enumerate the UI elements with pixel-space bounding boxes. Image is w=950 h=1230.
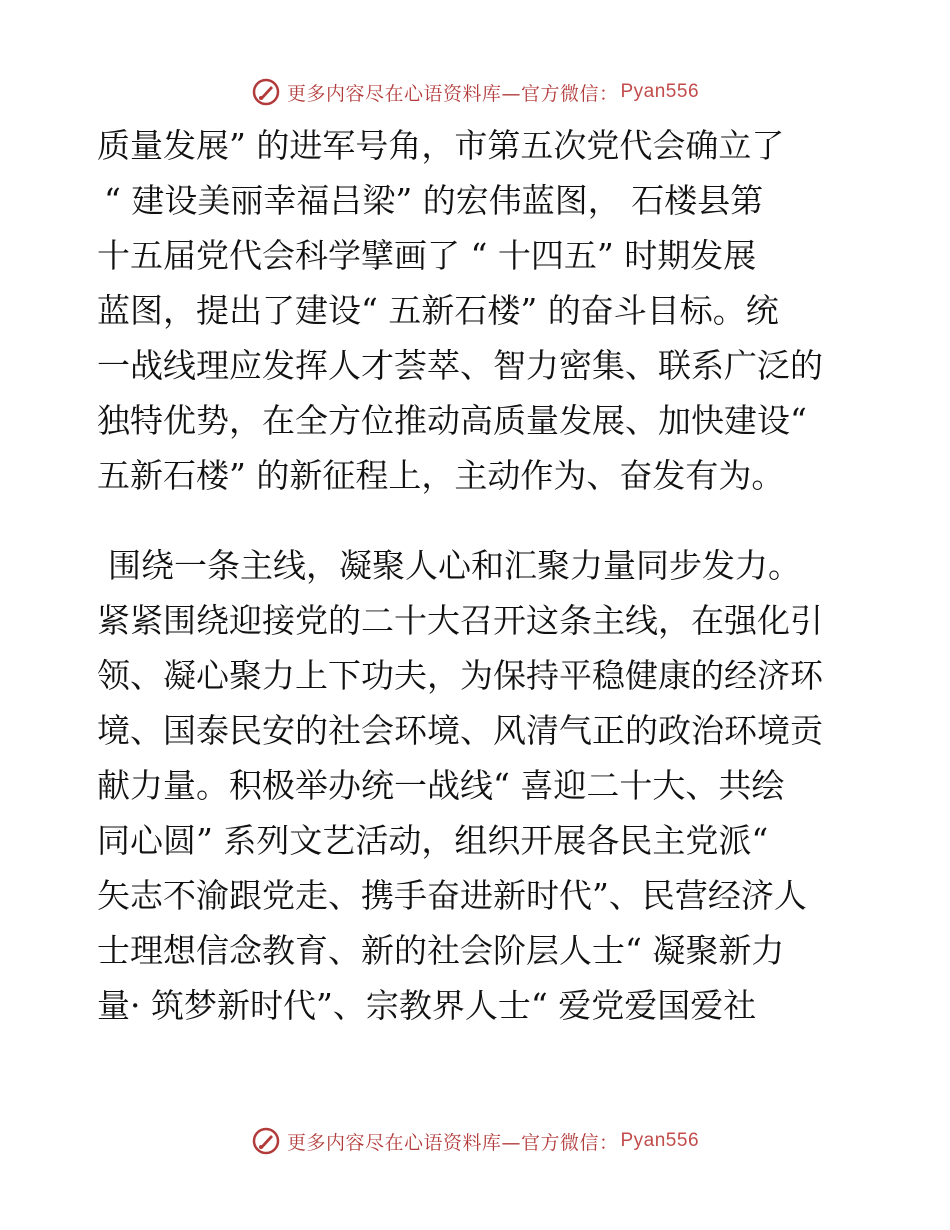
body-line-text: 五新石楼” 的新征程上，主动作为、奋发有为。 <box>97 456 785 495</box>
body-line <box>0 395 950 447</box>
body-line-text: 境、国泰民安的社会环境、风清气正的政治环境贡 <box>97 711 823 750</box>
body-line-text: 矢志不渝跟党走、携手奋进新时代”、民营经济人 <box>97 876 807 915</box>
body-line-text: 量· 筑梦新时代”、宗教界人士“ 爱党爱国爱社 <box>97 986 757 1025</box>
body-line <box>0 230 950 282</box>
body-line-text: 一战线理应发挥人才荟萃、智力密集、联系广泛的 <box>97 346 823 385</box>
body-line <box>0 870 950 922</box>
body-line <box>0 980 950 1032</box>
footer-wechat-id: Pyan556 <box>620 1130 700 1151</box>
body-line-text: 献力量。积极举办统一战线“ 喜迎二十大、共绘 <box>97 766 785 805</box>
body-line-text: “ 建设美丽幸福吕梁” 的宏伟蓝图， 石楼县第 <box>104 181 764 220</box>
body-line-text: 蓝图，提出了建设“ 五新石楼” 的奋斗目标。统 <box>97 291 779 330</box>
body-line <box>0 340 950 392</box>
brand-logo-icon <box>251 77 281 107</box>
header-wechat-id: Pyan556 <box>620 81 700 102</box>
footer-banner-text: 更多内容尽在心语资料库—官方微信： <box>286 1131 619 1154</box>
body-line <box>0 705 950 757</box>
body-line <box>0 650 950 702</box>
body-line <box>0 175 950 227</box>
body-line-text: 质量发展” 的进军号角，市第五次党代会确立了 <box>97 126 785 165</box>
paragraph-heading <box>0 540 950 592</box>
body-line <box>0 450 950 502</box>
header-banner <box>0 72 950 112</box>
body-line <box>0 815 950 867</box>
body-line <box>0 120 950 172</box>
body-line <box>0 760 950 812</box>
body-line <box>0 285 950 337</box>
body-line-text: 紧紧围绕迎接党的二十大召开这条主线，在强化引 <box>97 601 823 640</box>
brand-logo-icon <box>251 1126 281 1156</box>
body-line <box>0 595 950 647</box>
body-line-text: 同心圆” 系列文艺活动，组织开展各民主党派“ <box>97 821 769 860</box>
body-line <box>0 925 950 977</box>
body-line-text: 士理想信念教育、新的社会阶层人士“ 凝聚新力 <box>97 931 785 970</box>
body-line-text: 领、凝心聚力上下功夫，为保持平稳健康的经济环 <box>97 656 823 695</box>
body-line-text: 十五届党代会科学擘画了 “ 十四五” 时期发展 <box>97 236 757 275</box>
header-banner-text: 更多内容尽在心语资料库—官方微信： <box>286 82 619 105</box>
body-line-text: 围绕一条主线，凝聚人心和汇聚力量同步发力。 <box>108 546 801 585</box>
body-line-text: 独特优势，在全方位推动高质量发展、加快建设“ <box>97 401 807 440</box>
footer-banner <box>0 1121 950 1161</box>
